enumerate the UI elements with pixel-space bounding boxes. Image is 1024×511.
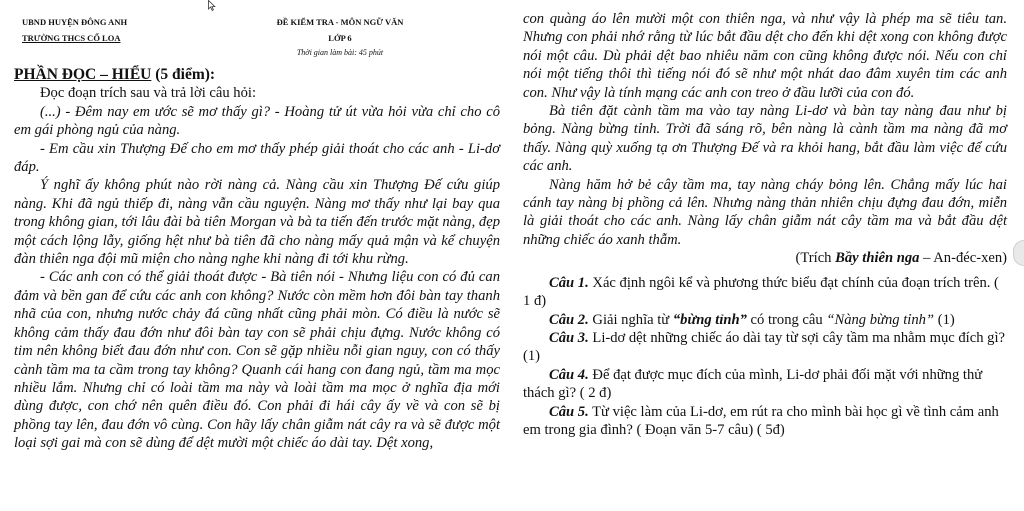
question-text: Để đạt được mục đích của mình, Li-dơ phải đối mặt với những thử thách gì? ( 2 đ) (523, 366, 983, 402)
passage-paragraph: Ý nghĩ ấy không phút nào rời nàng cả. Nàng cầu xin Thượng Đế cứu giúp nàng. Khi đã ngủ thiếp đi, nàng vẫn cầu nguyện. Nàng mơ thấy như lại bay qua trong không gian, tới lâu đài bà tiên Morgan và bà ta tiến đến trước mặt nàng, đẹp một cách lộng lẫy, giống hệt như bà tiên đã cho nàng mấy quả mận và kể chuyện đàn thiên nga đội mũ miện cho nàng nghe khi nàng đi tới khu rừng. (14, 177, 500, 268)
question-term: “bừng tỉnh” (672, 311, 747, 328)
question-4 (523, 366, 1007, 403)
question-3 (523, 329, 1007, 366)
left-column (14, 66, 500, 453)
section-title: PHẦN ĐỌC – HIỂU (14, 66, 152, 83)
source-title: Bầy thiên nga (835, 250, 920, 267)
source-suffix: – An-đéc-xen) (919, 250, 1007, 267)
passage-paragraph: - Các anh con có thể giải thoát được - Bà tiên nói - Nhưng liệu con có đủ can đảm và bền gan để cứu các anh con không? Nước còn mềm hơn đôi bàn tay thanh nhã của con, nhưng nước chảy đá cũng nhất cũng phải mòn. Có điều là nước sẽ không cảm thấy đau đớn như đôi bàn tay con sẽ phải chịu đựng. Nước không có tim nên không biết đau đớn như con. Con sẽ gặp nhiều nỗi gian nguy, con có thấy cành tầm ma ta cầm trong tay không? Quanh cái hang con đang ngủ, tầm ma mọc nhiều lắm. Nhưng chỉ có loài tầm ma này và loài tầm ma mọc ở nghĩa địa mới dùng được, con chớ nên quên điều đó. Con phải đi hái cây ấy về và con sẽ bị phồng tay lên, đau đớn vô cùng. Con hãy lấy chân giẫm nát cây ra và sẽ được một loại sợi gai mà con sẽ dùng để dệt mười một chiếc áo dài tay. Dệt xong, (14, 269, 500, 452)
district-name: UBND HUYỆN ĐÔNG ANH (22, 17, 128, 27)
question-quote: “Nàng bừng tỉnh” (826, 311, 935, 328)
question-text: Li-dơ dệt những chiếc áo dài tay từ sợi cây tầm ma nhằm mục đích gì? (1) (523, 329, 1005, 365)
question-text: Giải nghĩa từ (588, 311, 673, 328)
grade-label: LỚP 6 (328, 33, 352, 43)
passage-paragraph: - Em cầu xin Thượng Đế cho em mơ thấy phép giải thoát cho các anh - Li-dơ đáp. (14, 140, 500, 176)
question-text: Từ việc làm của Li-dơ, em rút ra cho mình bài học gì về tình cảm anh em trong gia đình? ( Đoạn văn 5-7 câu) ( 5đ) (523, 403, 999, 438)
section-instruction: Đọc đoạn trích sau và trả lời câu hỏi: (40, 85, 257, 102)
mouse-cursor-icon (208, 0, 216, 10)
question-text: Xác định ngôi kể và phương thức biểu đạt chính của đoạn trích trên. ( 1 đ) (523, 274, 999, 310)
side-scroll-handle[interactable] (1013, 240, 1024, 266)
question-label: Câu 5. (549, 403, 589, 420)
question-text: có trong câu (746, 311, 827, 328)
passage-paragraph: con quàng áo lên mười một con thiên nga, và như vậy là phép ma sẽ tiêu tan. Nhưng con phải nhớ rằng từ lúc bắt đầu dệt cho đến khi dệt xong con không được nói một câu. Dù phải dệt bao nhiêu năm con cũng không được nói. Nếu con chỉ nói một tiếng thôi thì tiếng nói đó sẽ như một nhát dao đâm xuyên tim các anh con. Như vậy là tính mạng các anh con treo ở đầu lưỡi của con đó. (523, 11, 1007, 101)
school-name: TRƯỜNG THCS CỔ LOA (22, 33, 121, 43)
question-label: Câu 4. (549, 366, 589, 383)
passage-paragraph: Nàng hăm hở bẻ cây tầm ma, tay nàng cháy bỏng lên. Chẳng mấy lúc hai cánh tay nàng bị phồng cả lên. Nhưng nàng thản nhiên chịu đựng đau đớn, miễn là giải thoát cho các anh. Nàng lấy chân giẫm nát cây tầm ma và bắt đầu dệt những chiếc áo xanh thẫm. (523, 176, 1007, 248)
section-heading (14, 66, 500, 84)
section-points: (5 điểm): (151, 66, 216, 83)
question-text: (1) (934, 311, 955, 328)
time-limit: Thời gian làm bài: 45 phút (296, 48, 384, 57)
source-citation (523, 249, 1007, 267)
question-label: Câu 1. (549, 274, 589, 291)
question-label: Câu 2. (549, 311, 589, 328)
passage-paragraph: Bà tiên đặt cành tầm ma vào tay nàng Li-dơ và bàn tay nàng đau như bị bỏng. Nàng bừng tỉnh. Trời đã sáng rõ, bên nàng là cành tầm ma nàng đã mơ thấy. Nàng quỳ xuống tạ ơn Thượng Đế và ra khỏi hang, bắt đầu làm việc để cứu các anh. (523, 103, 1007, 175)
header-left (22, 14, 222, 46)
passage-paragraph: (...) - Đêm nay em ước sẽ mơ thấy gì? - Hoàng tử út vừa hỏi vừa chỉ cho cô em gái phòng ngủ của nàng. (14, 103, 500, 139)
right-column (523, 10, 1007, 439)
source-prefix: (Trích (795, 250, 836, 267)
question-1 (523, 274, 1007, 311)
question-5 (523, 403, 1007, 440)
exam-title: ĐỀ KIỂM TRA - MÔN NGỮ VĂN (276, 17, 404, 27)
header-center (250, 14, 430, 60)
question-2 (523, 311, 1007, 329)
question-label: Câu 3. (549, 329, 589, 346)
